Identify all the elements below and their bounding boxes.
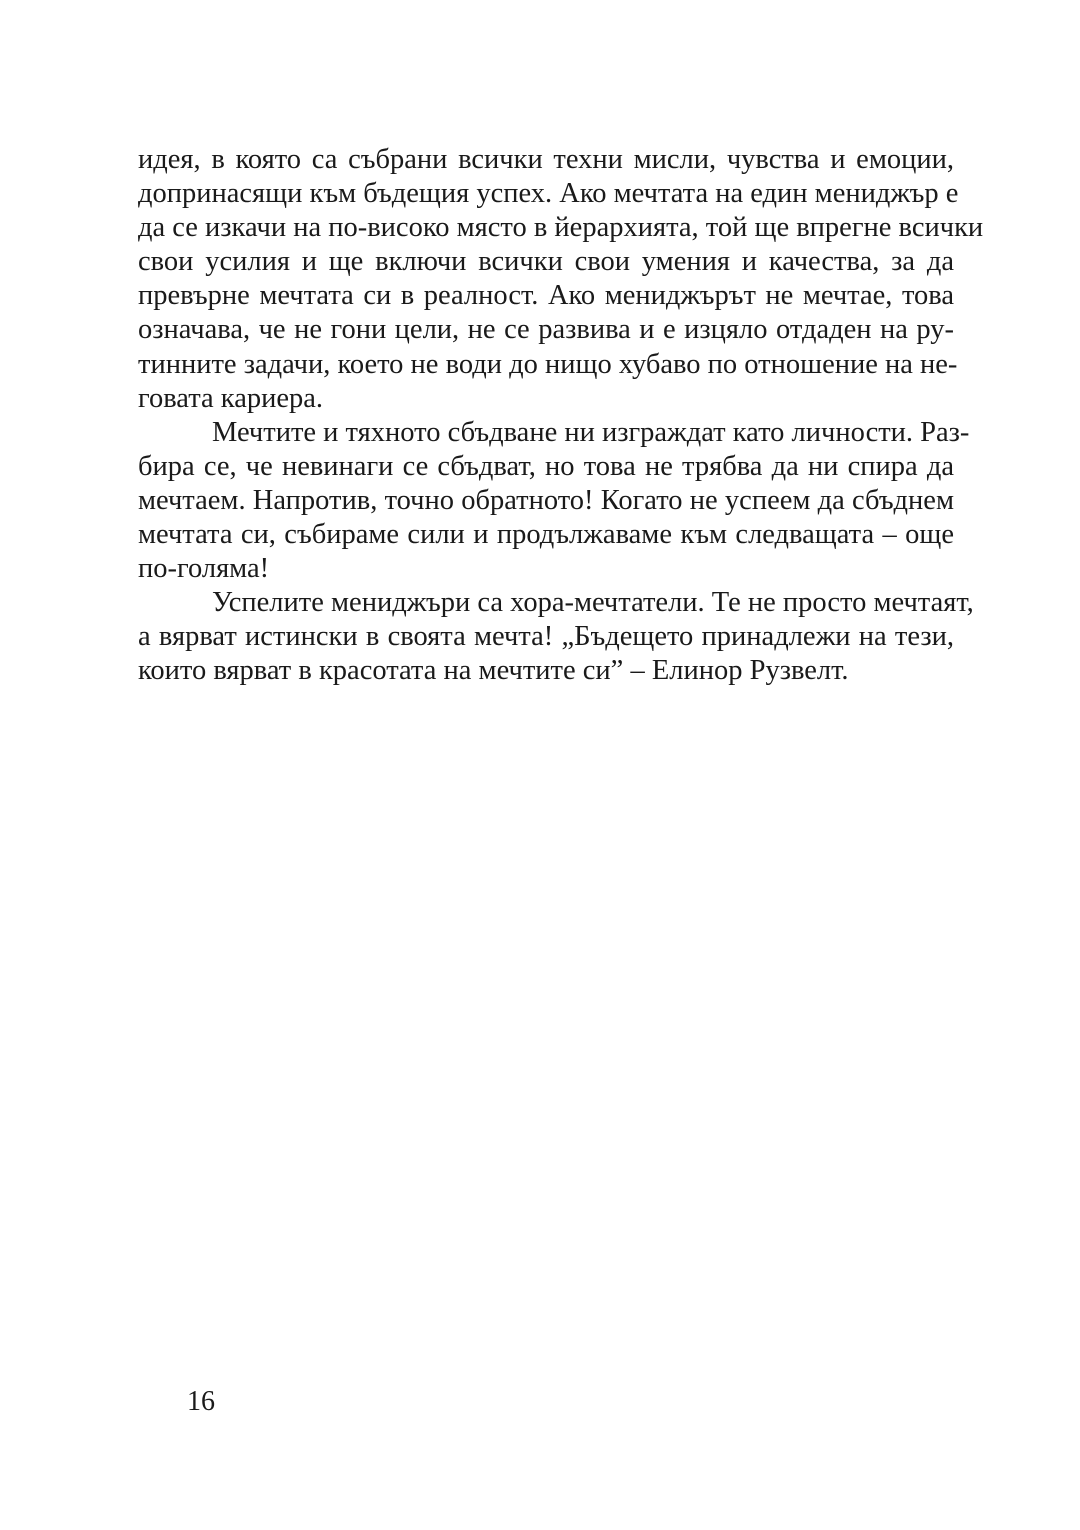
- paragraph: [138, 143, 984, 416]
- text-line: бира се, че невинаги се сбъдват, но това не трябва да ни спира да: [138, 450, 954, 482]
- text-line: тинните задачи, което не води до нищо хубаво по отношение на не-: [138, 348, 958, 380]
- text-line: а вярват истински в своята мечта! „Бъдещето принадлежи на тези,: [138, 621, 954, 653]
- text-line: свои усилия и ще включи всички свои умения и качества, за да: [138, 246, 954, 278]
- text-line: означава, че не гони цели, не се развива и е изцяло отдаден на ру-: [138, 314, 954, 346]
- paragraph: [138, 416, 970, 586]
- text-line: мечтаем. Напротив, точно обратното! Когато не успеем да сбъднем: [138, 484, 954, 516]
- body-text: [138, 143, 984, 689]
- text-line: допринасящи към бъдещия успех. Ако мечтата на един мениджър е: [138, 178, 959, 210]
- text-line: мечтата си, събираме сили и продължаваме към следващата – още: [138, 519, 954, 551]
- text-line: които вярват в красотата на мечтите си” – Елинор Рузвелт.: [138, 655, 849, 687]
- text-line: говата кариера.: [138, 382, 324, 414]
- text-line: по-голяма!: [138, 553, 270, 585]
- text-line: превърне мечтата си в реалност. Ако мениджърът не мечтае, това: [138, 280, 954, 312]
- text-line: да се изкачи на по-високо място в йерархията, той ще впрегне всички: [138, 212, 984, 244]
- text-line: Мечтите и тяхното сбъдване ни изграждат като личности. Раз-: [212, 416, 970, 448]
- page-number: 16: [187, 1386, 215, 1417]
- paragraph: [138, 586, 974, 688]
- text-line: идея, в която са събрани всички техни мисли, чувства и емоции,: [138, 144, 954, 175]
- text-line: Успелите мениджъри са хора-мечтатели. Те не просто мечтаят,: [212, 587, 974, 619]
